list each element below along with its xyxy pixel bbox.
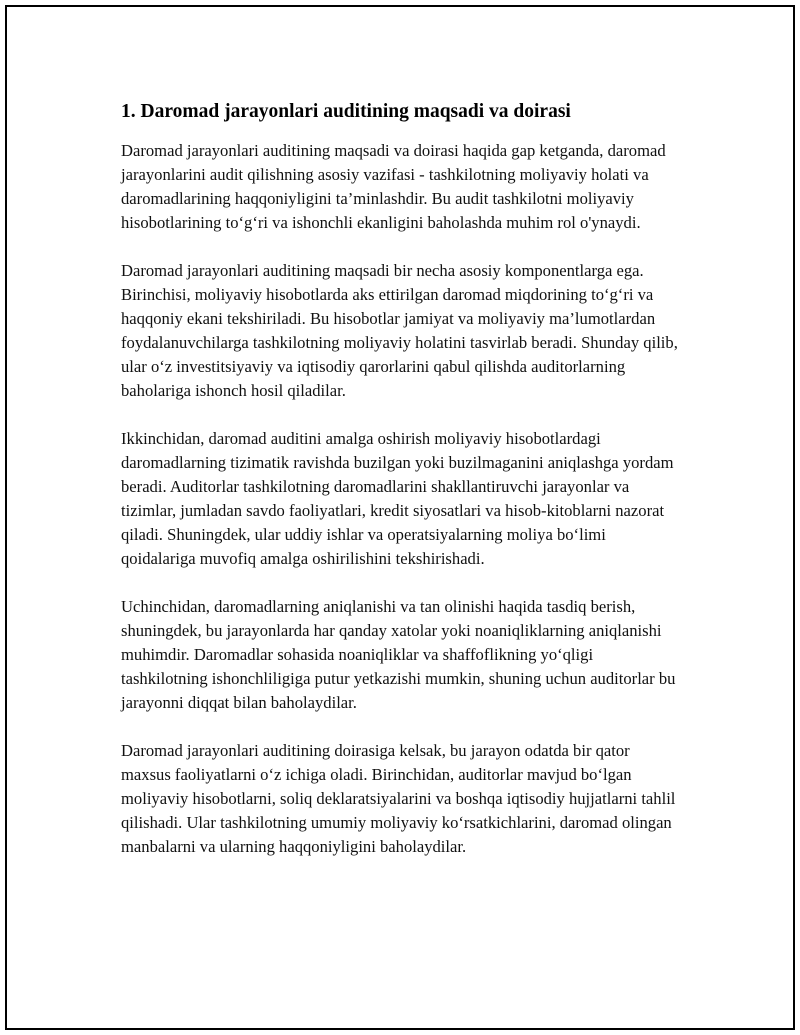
paragraph-4: Uchinchidan, daromadlarning aniqlanishi va tan olinishi haqida tasdiq berish, shuningdek, bu jarayonlarda har qanday xatolar yoki noaniqliklarning aniqlanishi muhimdir. Daromadlar sohasida noaniqliklar va shaffoflikning yo‘qligi tashkilotning ishonchliligiga putur yetkazishi mumkin, shuning uchun auditorlar bu jarayonni diqqat bilan baholaydilar.	[121, 597, 676, 712]
document-content	[121, 99, 681, 859]
paragraph-5: Daromad jarayonlari auditining doirasiga kelsak, bu jarayon odatda bir qator maxsus faoliyatlarni o‘z ichiga oladi. Birinchidan, auditorlar mavjud bo‘lgan moliyaviy hisobotlarni, soliq deklaratsiyalarini va boshqa iqtisodiy hujjatlarni tahlil qilishadi. Ular tashkilotning umumiy moliyaviy ko‘rsatkichlarini, daromad olingan manbalarni va ularning haqqoniyligini baholaydilar.	[121, 741, 676, 856]
paragraph-2: Daromad jarayonlari auditining maqsadi bir necha asosiy komponentlarga ega. Birinchisi, moliyaviy hisobotlarda aks ettirilgan daromad miqdorining to‘g‘ri va haqqoniy ekani tekshiriladi. Bu hisobotlar jamiyat va moliyaviy ma’lumotlardan foydalanuvchilarga tashkilotning moliyaviy holatini tasvirlab beradi. Shunday qilib, ular o‘z investitsiyaviy va iqtisodiy qarorlarini qabul qilishda auditorlarning baholariga ishonch hosil qiladilar.	[121, 261, 678, 400]
paragraph-3: Ikkinchidan, daromad auditini amalga oshirish moliyaviy hisobotlardagi daromadlarning tizimatik ravishda buzilgan yoki buzilmaganini aniqlashga yordam beradi. Auditorlar tashkilotning daromadlarini shakllantiruvchi jarayonlar va tizimlar, jumladan savdo faoliyatlari, kredit siyosatlari va hisob-kitoblarni nazorat qiladi. Shuningdek, ular uddiy ishlar va operatsiyalarning moliya bo‘limi qoidalariga muvofiq amalga oshirilishini tekshirishadi.	[121, 429, 674, 568]
section-heading: 1. Daromad jarayonlari auditining maqsadi va doirasi	[121, 101, 571, 122]
page-frame	[5, 5, 795, 1030]
paragraph-1: Daromad jarayonlari auditining maqsadi va doirasi haqida gap ketganda, daromad jarayonlarini audit qilishning asosiy vazifasi - tashkilotning moliyaviy holati va daromadlarining haqqoniyligini ta’minlashdir. Bu audit tashkilotni moliyaviy hisobotlarining to‘g‘ri va ishonchli ekanligini baholashda muhim rol o'ynaydi.	[121, 141, 666, 232]
